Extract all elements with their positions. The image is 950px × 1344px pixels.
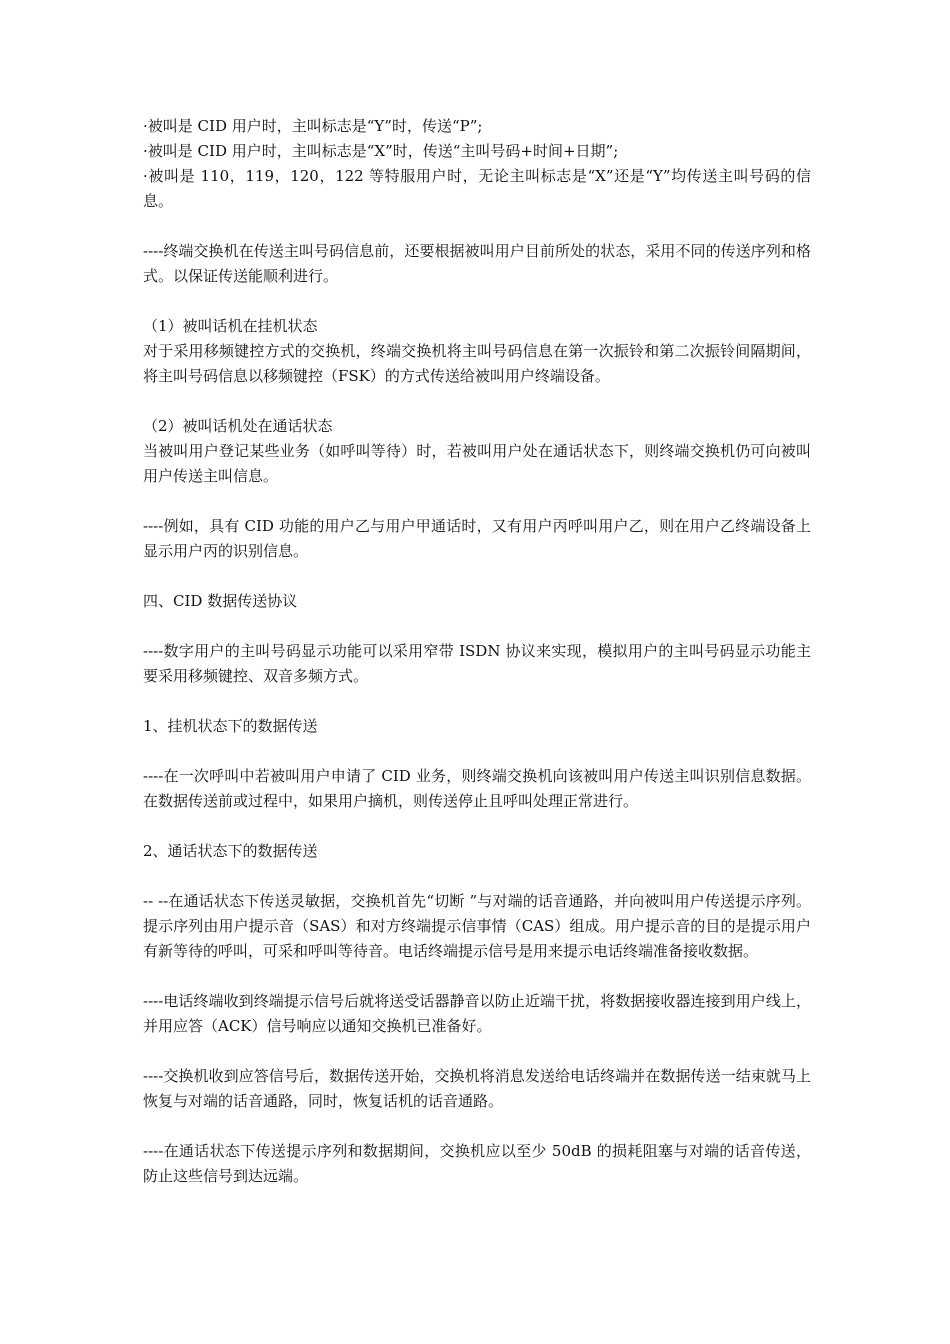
paragraph-gap (143, 389, 811, 414)
bullet-cid-flag-y: ·被叫是 CID 用户时，主叫标志是“Y”时，传送“P”; (143, 117, 483, 135)
case1-heading: （1）被叫话机在挂机状态 (143, 317, 318, 335)
paragraph-gap (143, 814, 811, 839)
section4-title: 四、CID 数据传送协议 (143, 592, 298, 610)
case2-heading: （2）被叫话机处在通话状态 (143, 417, 333, 435)
subsection2-paragraph: -- --在通话状态下传送灵敏据，交换机首先“切断 ”与对端的话音通路，并向被叫用户传送提示序列。提示序列由用户提示音（SAS）和对方终端提示信事情（CAS）组成。用户提示音的目的是提示用户有新等待的呼叫，可采和呼叫等待音。电话终端提示信号是用来提示电话终端准备接收数据。 (143, 892, 811, 960)
subsection2-paragraph: ----交换机收到应答信号后，数据传送开始，交换机将消息发送给电话终端并在数据传送一结束就马上恢复与对端的话音通路，同时，恢复话机的话音通路。 (143, 1067, 811, 1110)
paragraph-gap (143, 1039, 811, 1064)
document-page (143, 114, 811, 1189)
paragraph-gap (143, 564, 811, 589)
paragraph-gap (143, 1114, 811, 1139)
bullet-cid-flag-x: ·被叫是 CID 用户时，主叫标志是“X”时，传送“主叫号码+时间+日期”; (143, 142, 619, 160)
paragraph-gap (143, 214, 811, 239)
example-paragraph: ----例如，具有 CID 功能的用户乙与用户甲通话时，又有用户丙呼叫用户乙，则在用户乙终端设备上显示用户丙的识别信息。 (143, 517, 811, 560)
paragraph-gap (143, 289, 811, 314)
paragraph-gap (143, 964, 811, 989)
intro-paragraph: ----终端交换机在传送主叫号码信息前，还要根据被叫用户目前所处的状态，采用不同的传送序列和格式。以保证传送能顺利进行。 (143, 242, 811, 285)
paragraph-gap (143, 864, 811, 889)
case1-body: 对于采用移频键控方式的交换机，终端交换机将主叫号码信息在第一次振铃和第二次振铃间隔期间，将主叫号码信息以移频键控（FSK）的方式传送给被叫用户终端设备。 (143, 342, 811, 385)
paragraph-gap (143, 489, 811, 514)
paragraph-gap (143, 689, 811, 714)
subsection2-title: 2、通话状态下的数据传送 (143, 842, 318, 860)
subsection1-body: ----在一次呼叫中若被叫用户申请了 CID 业务，则终端交换机向该被叫用户传送主叫识别信息数据。在数据传送前或过程中，如果用户摘机，则传送停止且呼叫处理正常进行。 (143, 767, 811, 810)
subsection1-title: 1、挂机状态下的数据传送 (143, 717, 318, 735)
subsection2-paragraph: ----电话终端收到终端提示信号后就将送受话器静音以防止近端干扰，将数据接收器连接到用户线上，并用应答（ACK）信号响应以通知交换机已准备好。 (143, 992, 811, 1035)
paragraph-gap (143, 614, 811, 639)
bullet-special-service: ·被叫是 110，119，120，122 等特服用户时，无论主叫标志是“X”还是“Y”均传送主叫号码的信息。 (143, 167, 811, 210)
case2-body: 当被叫用户登记某些业务（如呼叫等待）时，若被叫用户处在通话状态下，则终端交换机仍可向被叫用户传送主叫信息。 (143, 442, 811, 485)
paragraph-gap (143, 739, 811, 764)
section4-intro: ----数字用户的主叫号码显示功能可以采用窄带 ISDN 协议来实现，模拟用户的主叫号码显示功能主要采用移频键控、双音多频方式。 (143, 642, 811, 685)
subsection2-paragraph: ----在通话状态下传送提示序列和数据期间，交换机应以至少 50dB 的损耗阻塞与对端的话音传送，防止这些信号到达远端。 (143, 1142, 811, 1185)
